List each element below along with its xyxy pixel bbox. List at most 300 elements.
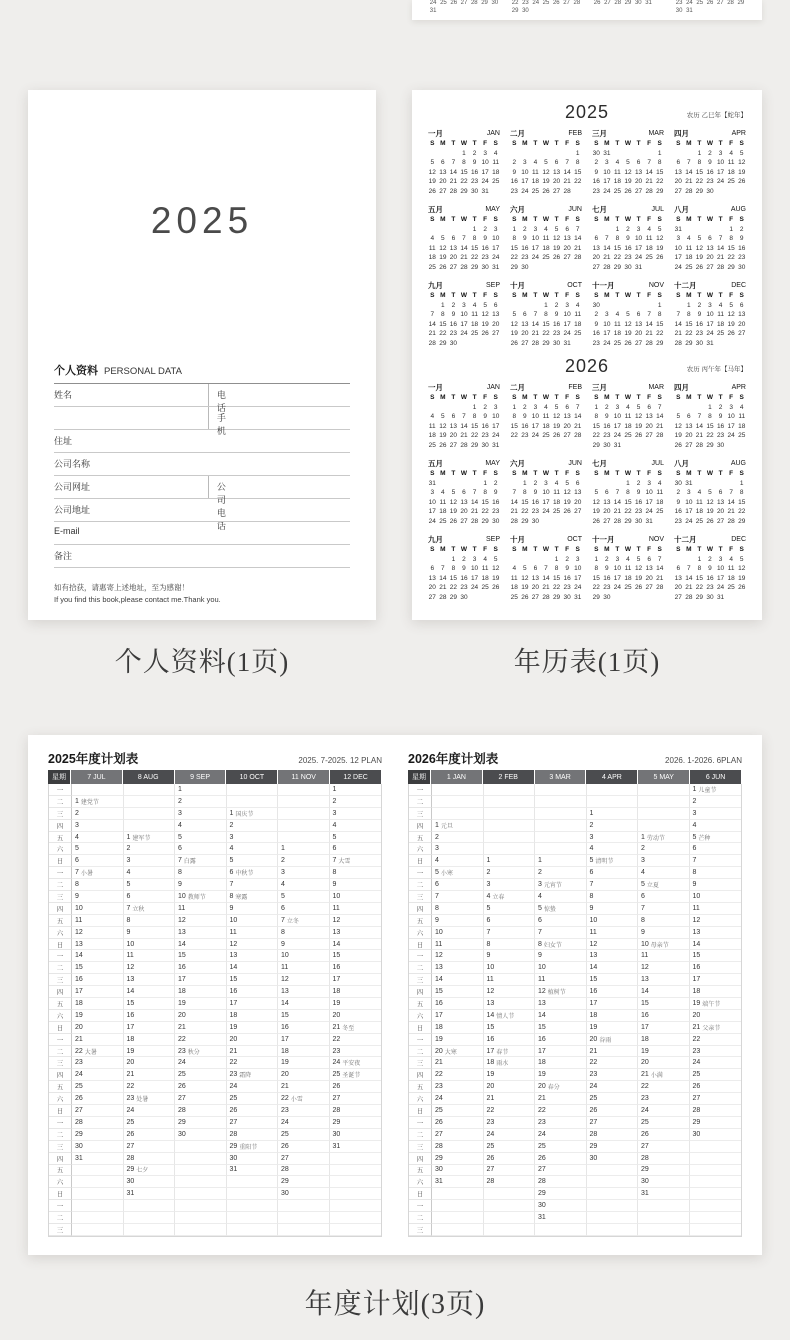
day-number: 11 bbox=[126, 952, 134, 960]
day-number: 19 bbox=[178, 999, 186, 1007]
mini-month-week: 6 7 8 9 10 11 12 bbox=[594, 235, 664, 242]
plan-day-cell bbox=[690, 1057, 742, 1069]
cropped-calendar-strip bbox=[412, 0, 762, 20]
day-number: 26 bbox=[589, 1106, 598, 1114]
plan-day-cell bbox=[227, 843, 279, 855]
day-number: 26 bbox=[486, 1154, 495, 1162]
plan-row bbox=[409, 1165, 741, 1177]
month-name-en: AUG bbox=[730, 460, 746, 467]
month-name-zh: 四月 bbox=[674, 129, 689, 138]
plan-day-cell bbox=[124, 843, 176, 855]
plan-day-cell bbox=[330, 1141, 382, 1153]
personal-fields bbox=[54, 384, 350, 568]
plan-day-cell bbox=[330, 1129, 382, 1141]
day-number: 7 bbox=[435, 892, 439, 900]
holiday-note: 惊蛰 bbox=[543, 906, 556, 913]
month-name-en: SEP bbox=[485, 282, 500, 289]
plan-day-cell bbox=[278, 1224, 330, 1236]
mini-month-apr bbox=[673, 382, 747, 450]
plan-row bbox=[49, 1165, 381, 1177]
plan-day-cell bbox=[432, 1165, 484, 1177]
month-name-en: MAY bbox=[485, 206, 500, 213]
day-number: 7 bbox=[229, 881, 234, 889]
plan-row bbox=[49, 1105, 381, 1117]
day-number: 26 bbox=[332, 1083, 341, 1091]
day-number: 10 bbox=[435, 928, 443, 936]
day-number: 27 bbox=[435, 1130, 443, 1138]
field-label: 手机 bbox=[216, 413, 226, 436]
plan-day-cell bbox=[330, 1010, 382, 1022]
plan-day-cell bbox=[690, 1093, 742, 1105]
holiday-note: 立秋 bbox=[132, 906, 145, 913]
plan-day-cell bbox=[535, 1034, 587, 1046]
day-number: 21 bbox=[486, 1095, 495, 1103]
day-number: 28 bbox=[281, 1166, 289, 1174]
day-number: 21 bbox=[126, 1071, 135, 1079]
day-number: 20 bbox=[486, 1083, 495, 1091]
weekday-cell: 五 bbox=[49, 1165, 72, 1177]
holiday-note: 大暑 bbox=[84, 1049, 97, 1056]
holiday-note: 建党节 bbox=[80, 799, 99, 806]
day-number: 5 bbox=[641, 881, 645, 889]
holiday-note: 国庆节 bbox=[235, 811, 254, 818]
month-name-en: JAN bbox=[486, 384, 500, 391]
mini-month-week: 2 3 4 5 6 7 8 bbox=[676, 489, 744, 496]
plan-day-cell bbox=[278, 843, 330, 855]
day-number: 10 bbox=[126, 940, 135, 948]
month-name-en: APR bbox=[731, 384, 746, 391]
day-number: 31 bbox=[641, 1190, 649, 1198]
day-number: 22 bbox=[332, 1035, 341, 1043]
plan-day-cell bbox=[175, 1093, 227, 1105]
plan-day-cell bbox=[484, 1081, 536, 1093]
plan-day-cell bbox=[175, 950, 227, 962]
plan-day-cell bbox=[535, 1153, 587, 1165]
day-number: 15 bbox=[178, 952, 186, 960]
plan-day-cell bbox=[278, 950, 330, 962]
mini-month-week: 20 21 22 23 24 25 26 bbox=[674, 584, 746, 591]
plan-day-cell bbox=[432, 903, 484, 915]
day-number: 6 bbox=[229, 869, 234, 877]
personal-data-title-zh: 个人资料 bbox=[54, 365, 98, 377]
day-number: 17 bbox=[538, 1047, 546, 1055]
plan-title: 2025年度计划表 bbox=[48, 752, 139, 766]
plan-day-cell bbox=[175, 879, 227, 891]
day-number: 26 bbox=[75, 1095, 83, 1103]
mini-month-week: 27 28 29 30 31 bbox=[674, 593, 725, 601]
plan-day-cell bbox=[484, 1069, 536, 1081]
day-number: 14 bbox=[229, 964, 238, 972]
mini-month-week: 25 26 27 28 29 30 31 bbox=[428, 263, 500, 271]
month-name-en: OCT bbox=[567, 536, 582, 543]
plan-day-cell bbox=[175, 974, 227, 986]
mini-month-week: 13 14 15 16 17 18 19 bbox=[428, 574, 500, 582]
plan-day-cell bbox=[124, 950, 176, 962]
weekday-cell: 六 bbox=[49, 927, 72, 939]
holiday-note: 清明节 bbox=[595, 859, 614, 866]
plan-day-cell bbox=[535, 998, 587, 1010]
day-number: 23 bbox=[641, 1095, 649, 1103]
plan-day-cell bbox=[330, 998, 382, 1010]
plan-day-cell bbox=[638, 832, 690, 844]
mini-month-header bbox=[509, 458, 583, 469]
plan-day-cell bbox=[227, 1034, 279, 1046]
mini-month-week: 23 24 25 26 27 28 29 bbox=[674, 517, 746, 525]
plan-day-cell bbox=[638, 1153, 690, 1165]
plan-day-cell bbox=[484, 843, 536, 855]
plan-page-2026 bbox=[408, 749, 742, 1237]
plan-row bbox=[409, 1057, 741, 1069]
plan-day-cell bbox=[690, 808, 742, 820]
mini-month-week: 10 11 12 13 14 15 16 bbox=[428, 498, 500, 506]
weekday-header: S M T W T F S bbox=[430, 394, 498, 401]
mini-month-may bbox=[427, 458, 501, 526]
day-number: 20 bbox=[589, 1035, 598, 1043]
day-number: 23 bbox=[692, 1047, 701, 1055]
plan-row bbox=[49, 1010, 381, 1022]
plan-day-cell bbox=[330, 1046, 382, 1058]
plan-day-cell bbox=[638, 1141, 690, 1153]
weekday-cell: 四 bbox=[49, 986, 72, 998]
plan-row bbox=[49, 1093, 381, 1105]
plan-day-cell bbox=[72, 832, 124, 844]
plan-row bbox=[409, 1200, 741, 1212]
day-number: 13 bbox=[538, 999, 546, 1007]
plan-day-cell bbox=[72, 1129, 124, 1141]
plan-day-cell bbox=[535, 879, 587, 891]
day-number: 7 bbox=[692, 857, 697, 865]
plan-day-cell bbox=[72, 1176, 124, 1188]
plan-day-cell bbox=[72, 915, 124, 927]
day-number: 13 bbox=[126, 976, 135, 984]
plan-day-cell bbox=[638, 867, 690, 879]
mini-month-week: 30 31 1 bbox=[592, 149, 662, 157]
day-number: 22 bbox=[435, 1071, 443, 1079]
day-number: 25 bbox=[229, 1095, 238, 1103]
day-number: 25 bbox=[126, 1118, 135, 1126]
plan-day-cell bbox=[587, 1069, 639, 1081]
plan-day-cell bbox=[124, 962, 176, 974]
months-grid bbox=[427, 382, 747, 602]
plan-day-cell bbox=[175, 939, 227, 951]
plan-day-cell bbox=[124, 1212, 176, 1224]
plan-day-cell bbox=[124, 1093, 176, 1105]
mini-month-week: 22 23 24 25 26 27 28 bbox=[592, 584, 664, 591]
plan-day-cell bbox=[278, 879, 330, 891]
day-number: 21 bbox=[229, 1047, 238, 1055]
weekday-column-header: 星期 bbox=[48, 770, 71, 784]
day-number: 2 bbox=[75, 809, 79, 817]
plan-day-cell bbox=[587, 867, 639, 879]
mini-month-jul bbox=[591, 204, 665, 272]
plan-day-cell bbox=[432, 1046, 484, 1058]
month-column-header: 4 APR bbox=[586, 770, 638, 784]
day-number: 3 bbox=[486, 881, 491, 889]
plan-day-cell bbox=[638, 1129, 690, 1141]
plan-day-cell bbox=[432, 855, 484, 867]
holiday-note: 白露 bbox=[183, 859, 196, 866]
mini-month-week: 5 6 7 8 9 10 11 bbox=[594, 489, 664, 496]
weekday-cell: 四 bbox=[409, 1069, 432, 1081]
day-number: 17 bbox=[641, 1023, 649, 1031]
day-number: 14 bbox=[178, 940, 186, 948]
day-number: 25 bbox=[589, 1095, 598, 1103]
weekday-header: S M T W T F S bbox=[594, 470, 662, 477]
day-number: 27 bbox=[332, 1095, 341, 1103]
weekday-cell: 日 bbox=[409, 939, 432, 951]
plan-row bbox=[409, 915, 741, 927]
plan-day-cell bbox=[638, 939, 690, 951]
day-number: 27 bbox=[641, 1142, 649, 1150]
plan-day-cell bbox=[484, 855, 536, 867]
plan-day-cell bbox=[330, 808, 382, 820]
day-number: 28 bbox=[692, 1106, 701, 1114]
day-number: 16 bbox=[332, 964, 341, 972]
mini-month-week: 19 20 21 22 23 24 25 bbox=[428, 178, 500, 185]
plan-day-cell bbox=[175, 1117, 227, 1129]
day-number: 1 bbox=[281, 845, 285, 853]
month-name-zh: 五月 bbox=[428, 205, 443, 214]
plan-day-cell bbox=[72, 796, 124, 808]
weekday-cell: 二 bbox=[49, 1212, 72, 1224]
day-number: 25 bbox=[435, 1106, 443, 1114]
month-name-zh: 八月 bbox=[674, 205, 689, 214]
mini-month-week: 9 10 11 12 13 14 15 bbox=[676, 498, 746, 506]
plan-day-cell bbox=[72, 820, 124, 832]
plan-day-cell bbox=[484, 1046, 536, 1058]
mini-month-may bbox=[427, 204, 501, 272]
weekday-cell: 三 bbox=[409, 1057, 432, 1069]
plan-day-cell bbox=[175, 1046, 227, 1058]
plan-row bbox=[409, 784, 741, 796]
plan-day-cell bbox=[175, 903, 227, 915]
weekday-header: S M T W T F S bbox=[676, 546, 744, 553]
plan-day-cell bbox=[330, 974, 382, 986]
mini-month-header bbox=[427, 458, 501, 469]
month-column-header: 12 DEC bbox=[330, 770, 382, 784]
plan-day-cell bbox=[72, 998, 124, 1010]
plan-row bbox=[49, 950, 381, 962]
plan-day-cell bbox=[124, 1129, 176, 1141]
plan-day-cell bbox=[278, 1010, 330, 1022]
day-number: 30 bbox=[641, 1178, 649, 1186]
weekday-header: S M T W T F S bbox=[676, 216, 744, 223]
day-number: 30 bbox=[332, 1130, 341, 1138]
weekday-cell: 五 bbox=[409, 1081, 432, 1093]
mini-month-header bbox=[509, 382, 583, 393]
plan-row bbox=[49, 1022, 381, 1034]
weekday-cell: 六 bbox=[49, 1093, 72, 1105]
plan-day-cell bbox=[690, 1069, 742, 1081]
day-number: 15 bbox=[589, 976, 598, 984]
month-name-en: JUL bbox=[651, 460, 664, 467]
day-number: 29 bbox=[178, 1118, 186, 1126]
plan-day-cell bbox=[124, 1069, 176, 1081]
field-right-column bbox=[208, 407, 226, 436]
day-number: 3 bbox=[589, 833, 594, 841]
holiday-note: 谷雨 bbox=[599, 1037, 612, 1044]
mini-month-week: 29 30 bbox=[510, 263, 529, 271]
plan-day-cell bbox=[72, 1105, 124, 1117]
plan-day-cell bbox=[432, 1224, 484, 1236]
day-number: 13 bbox=[178, 928, 186, 936]
day-number: 6 bbox=[538, 916, 542, 924]
plan-day-cell bbox=[72, 891, 124, 903]
plan-day-cell bbox=[535, 1105, 587, 1117]
calendar-year: 2026 bbox=[564, 356, 610, 376]
mini-month-week: 18 19 20 21 22 23 24 bbox=[510, 584, 582, 591]
day-number: 14 bbox=[486, 1011, 495, 1019]
plan-day-cell bbox=[72, 939, 124, 951]
plan-day-cell bbox=[690, 927, 742, 939]
weekday-cell: 二 bbox=[49, 1046, 72, 1058]
plan-day-cell bbox=[227, 796, 279, 808]
plan-row bbox=[409, 1153, 741, 1165]
plan-day-cell bbox=[175, 1010, 227, 1022]
day-number: 7 bbox=[126, 904, 131, 912]
day-number: 14 bbox=[435, 976, 443, 984]
day-number: 6 bbox=[75, 857, 79, 865]
day-number: 21 bbox=[75, 1035, 83, 1043]
plan-day-cell bbox=[587, 939, 639, 951]
day-number: 20 bbox=[178, 1011, 186, 1019]
weekday-cell: 五 bbox=[49, 832, 72, 844]
day-number: 7 bbox=[538, 928, 542, 936]
plan-row bbox=[409, 962, 741, 974]
mini-month-week: 19 20 21 22 23 24 25 bbox=[674, 432, 746, 439]
day-number: 2 bbox=[332, 797, 337, 805]
day-number: 30 bbox=[692, 1130, 701, 1138]
day-number: 11 bbox=[589, 928, 597, 936]
day-number: 22 bbox=[178, 1035, 186, 1043]
calendar-section-2026 bbox=[427, 356, 747, 602]
plan-day-cell bbox=[638, 962, 690, 974]
mini-month-week: 4 5 6 7 8 9 10 bbox=[430, 413, 500, 420]
day-number: 26 bbox=[435, 1118, 443, 1126]
day-number: 7 bbox=[486, 928, 491, 936]
day-number: 20 bbox=[538, 1083, 546, 1091]
mini-month-week: 22 23 24 25 26 27 28 bbox=[510, 432, 582, 439]
mini-month-week: 1 2 3 4 5 6 7 bbox=[512, 403, 580, 411]
day-number: 11 bbox=[486, 976, 494, 984]
holiday-note: 立冬 bbox=[286, 918, 299, 925]
mini-month-week: 21 22 23 24 25 26 27 bbox=[510, 508, 582, 515]
plan-day-cell bbox=[535, 1117, 587, 1129]
day-number: 12 bbox=[229, 940, 238, 948]
month-column-header: 11 NOV bbox=[278, 770, 330, 784]
day-number: 12 bbox=[332, 916, 341, 924]
mini-month-week: 16 17 18 19 20 21 22 bbox=[592, 330, 664, 337]
plan-day-cell bbox=[330, 903, 382, 915]
plan-day-cell bbox=[535, 915, 587, 927]
plan-grid bbox=[48, 784, 382, 1237]
mini-month-apr bbox=[673, 128, 747, 196]
plan-day-cell bbox=[690, 1224, 742, 1236]
month-column-header: 6 JUN bbox=[690, 770, 742, 784]
plan-row bbox=[49, 1188, 381, 1200]
mini-month-dec bbox=[673, 280, 747, 348]
mini-month-week: 19 20 21 22 23 24 25 bbox=[510, 330, 582, 337]
day-number: 8 bbox=[641, 916, 645, 924]
day-number: 20 bbox=[281, 1071, 289, 1079]
mini-month-header bbox=[427, 534, 501, 545]
plan-row bbox=[49, 1212, 381, 1224]
mini-month-header bbox=[509, 128, 583, 139]
day-number: 12 bbox=[75, 928, 83, 936]
plan-day-cell bbox=[638, 1224, 690, 1236]
weekday-cell: 五 bbox=[49, 998, 72, 1010]
day-number: 5 bbox=[332, 833, 337, 841]
calendar-fragment bbox=[674, 0, 746, 20]
mini-month-header bbox=[509, 204, 583, 215]
mini-month-header bbox=[673, 280, 747, 291]
month-name-zh: 二月 bbox=[510, 129, 525, 138]
weekday-cell: 一 bbox=[49, 1034, 72, 1046]
day-number: 16 bbox=[75, 976, 83, 984]
plan-row bbox=[409, 1081, 741, 1093]
plan-day-cell bbox=[484, 1022, 536, 1034]
day-number: 28 bbox=[589, 1130, 598, 1138]
day-number: 24 bbox=[641, 1106, 649, 1114]
mini-month-week: 1 2 3 4 5 6 7 bbox=[512, 225, 580, 233]
mini-month-week: 22 23 24 25 26 27 28 bbox=[592, 432, 664, 439]
plan-day-cell bbox=[432, 1212, 484, 1224]
mini-month-week: 24 25 26 27 28 29 30 bbox=[428, 517, 500, 525]
day-number: 7 bbox=[281, 916, 285, 924]
plan-row bbox=[409, 808, 741, 820]
weekday-cell: 三 bbox=[409, 891, 432, 903]
day-number: 15 bbox=[332, 952, 341, 960]
plan-day-cell bbox=[535, 1010, 587, 1022]
plan-day-cell bbox=[535, 843, 587, 855]
day-number: 22 bbox=[486, 1106, 495, 1114]
plan-day-cell bbox=[587, 1224, 639, 1236]
plan-row bbox=[409, 867, 741, 879]
plan-day-cell bbox=[72, 1117, 124, 1129]
month-name-en: AUG bbox=[730, 206, 746, 213]
mini-month-header bbox=[509, 280, 583, 291]
plan-day-cell bbox=[690, 1046, 742, 1058]
holiday-note: 芒种 bbox=[698, 835, 711, 842]
plan-day-cell bbox=[484, 796, 536, 808]
plan-day-cell bbox=[535, 784, 587, 796]
plan-row bbox=[409, 1224, 741, 1236]
plan-day-cell bbox=[587, 915, 639, 927]
plan-day-cell bbox=[175, 915, 227, 927]
day-number: 2 bbox=[126, 845, 131, 853]
plan-day-cell bbox=[278, 891, 330, 903]
mini-month-week: 9 10 11 12 13 14 15 bbox=[594, 320, 664, 328]
day-number: 11 bbox=[692, 904, 700, 912]
holiday-note: 秋分 bbox=[187, 1049, 200, 1056]
plan-day-cell bbox=[278, 832, 330, 844]
plan-day-cell bbox=[227, 1105, 279, 1117]
personal-field-row bbox=[54, 430, 350, 453]
plan-day-cell bbox=[175, 1057, 227, 1069]
plan-row bbox=[49, 998, 381, 1010]
plan-day-cell bbox=[484, 1141, 536, 1153]
plan-day-cell bbox=[535, 891, 587, 903]
plan-day-cell bbox=[638, 843, 690, 855]
day-number: 21 bbox=[332, 1023, 341, 1031]
weekday-cell: 三 bbox=[49, 808, 72, 820]
day-number: 21 bbox=[178, 1023, 186, 1031]
plan-day-cell bbox=[690, 974, 742, 986]
weekday-header: S M T W T F S bbox=[430, 470, 498, 477]
lost-and-found-note bbox=[54, 582, 350, 605]
plan-day-cell bbox=[124, 1081, 176, 1093]
plan-day-cell bbox=[124, 915, 176, 927]
